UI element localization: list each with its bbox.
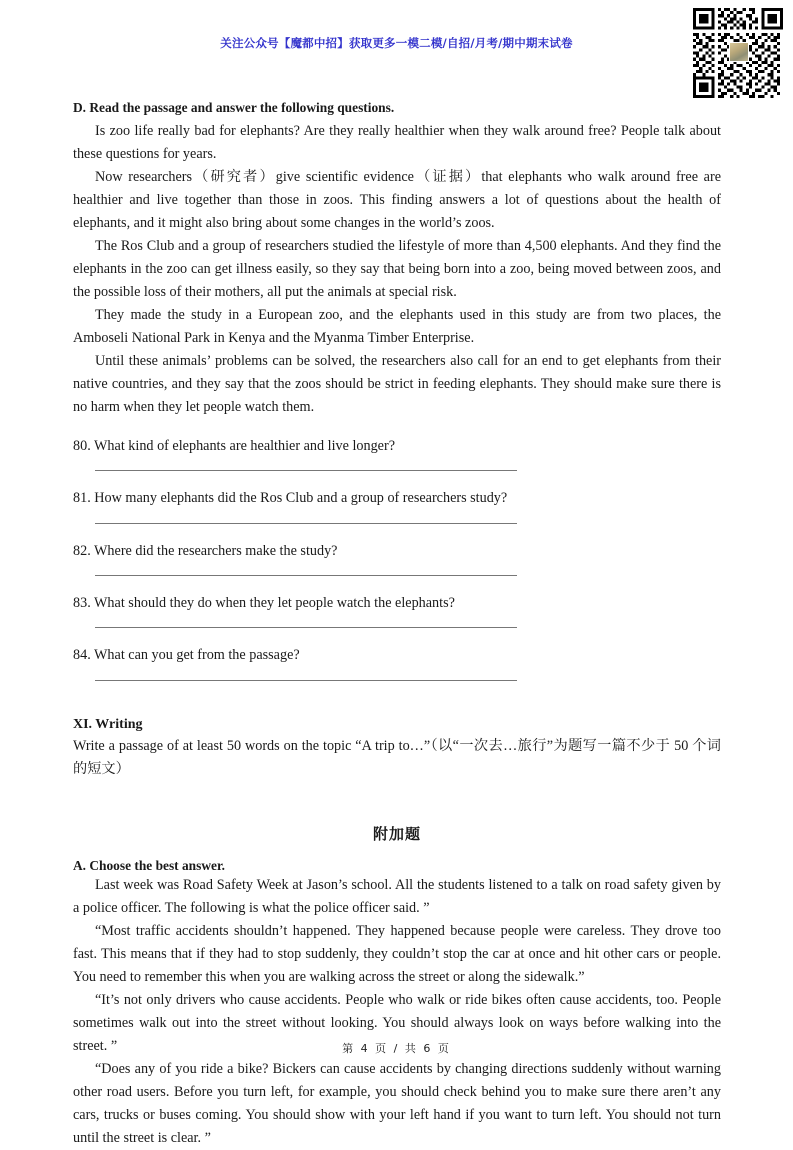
- promo-banner: [0, 34, 793, 52]
- reading-paragraph: They made the study in a European zoo, and the elephants used in this study are from two places, the Amboseli National Park in Kenya and the Myanma Timber Enterprise.: [73, 307, 721, 347]
- question-text: [73, 541, 721, 562]
- extra-paragraph: Last week was Road Safety Week at Jason’s school. All the students listened to a talk on road safety given by a police officer. The following is what the police officer said. ”: [73, 876, 721, 916]
- page-footer: [0, 1040, 793, 1056]
- reading-paragraph: Until these animals’ problems can be solved, the researchers also call for an end to get elephants from their native countries, and they say that the zoos should be strict in feeding elephants. They should make sure there is no harm when they let people watch them.: [73, 353, 721, 416]
- question-item: [73, 541, 721, 576]
- qr-center-logo-icon: [729, 42, 749, 62]
- extra-paragraph: “It’s not only drivers who cause accidents. People who walk or ride bikes often cause accidents, too. People sometimes walk out into the street without looking. You should always look on ways before walking into the street. ”: [73, 991, 721, 1054]
- promo-banner-text: 关注公众号【魔都中招】获取更多一模二模/自招/月考/期中期末试卷: [220, 36, 573, 50]
- question-number: 83.: [73, 595, 91, 611]
- question-text: [73, 436, 721, 457]
- extra-section-title: 附加题: [372, 824, 421, 843]
- question-item: [73, 645, 721, 680]
- question-text: [73, 593, 721, 614]
- extra-section-heading: A. Choose the best answer.: [73, 857, 226, 873]
- question-text: [73, 488, 721, 509]
- answer-line[interactable]: [95, 523, 517, 524]
- question-body: What can you get from the passage?: [94, 647, 300, 664]
- extra-section: [73, 823, 721, 1150]
- writing-section-heading: XI. Writing: [73, 716, 143, 732]
- writing-prompt: Write a passage of at least 50 words on the topic “A trip to…”（以“一次去…旅行”为题写一篇不少于 50 个词的短文）: [73, 737, 721, 777]
- answer-line[interactable]: [95, 575, 517, 576]
- question-number: 84.: [73, 647, 91, 664]
- answer-line[interactable]: [95, 627, 517, 628]
- answer-line[interactable]: [95, 680, 517, 681]
- extra-paragraph: “Most traffic accidents shouldn’t happened. They happened because people were careless. They drove too fast. This means that if they had to stop suddenly, they couldn’t stop the car at once and hit other cars or people. You need to remember this when you are walking across the street or along the sidewalk.”: [73, 922, 721, 985]
- reading-paragraph: Now researchers（研究者）give scientific evidence（证据）that elephants who walk around free are healthier and live together than those in zoos. This finding answers a lot of questions about the health of elephants, and it might also bring about some changes in the world’s zoos.: [73, 169, 721, 232]
- page-number-text: 第 4 页 / 共 6 页: [342, 1042, 451, 1055]
- extra-paragraph: “Does any of you ride a bike? Bickers can cause accidents by changing directions suddenly without warning other road users. Before you turn left, for example, you should check behind you to make sure there aren’t any cars, trucks or buses coming. You should show with your left hand if you want to turn left. You should not turn until the street is clear. ”: [73, 1060, 721, 1146]
- question-number: 82.: [73, 542, 91, 559]
- page-content: [73, 98, 721, 1150]
- question-item: [73, 436, 721, 471]
- answer-line[interactable]: [95, 470, 517, 471]
- question-item: [73, 488, 721, 523]
- question-number: 80.: [73, 438, 91, 455]
- reading-section-heading: D. Read the passage and answer the following questions.: [73, 100, 395, 115]
- question-body: What kind of elephants are healthier and live longer?: [94, 438, 395, 455]
- reading-paragraph: Is zoo life really bad for elephants? Are they really healthier when they walk around free? People talk about these questions for years.: [73, 123, 721, 163]
- question-item: [73, 593, 721, 628]
- qr-code-icon: [693, 8, 783, 98]
- writing-section: [73, 717, 721, 781]
- question-number: 81.: [73, 490, 91, 507]
- question-body: Where did the researchers make the study?: [94, 542, 338, 559]
- question-body: How many elephants did the Ros Club and a group of researchers study?: [94, 490, 508, 507]
- question-text: [73, 645, 721, 666]
- question-body: What should they do when they let people watch the elephants?: [94, 595, 455, 611]
- reading-paragraph: The Ros Club and a group of researchers studied the lifestyle of more than 4,500 elephants. And they find the elephants in the zoo can get illness easily, so they say that being born into a zoo, being moved between zoos, and the possible loss of their mothers, all put the animals at special risk.: [73, 238, 721, 301]
